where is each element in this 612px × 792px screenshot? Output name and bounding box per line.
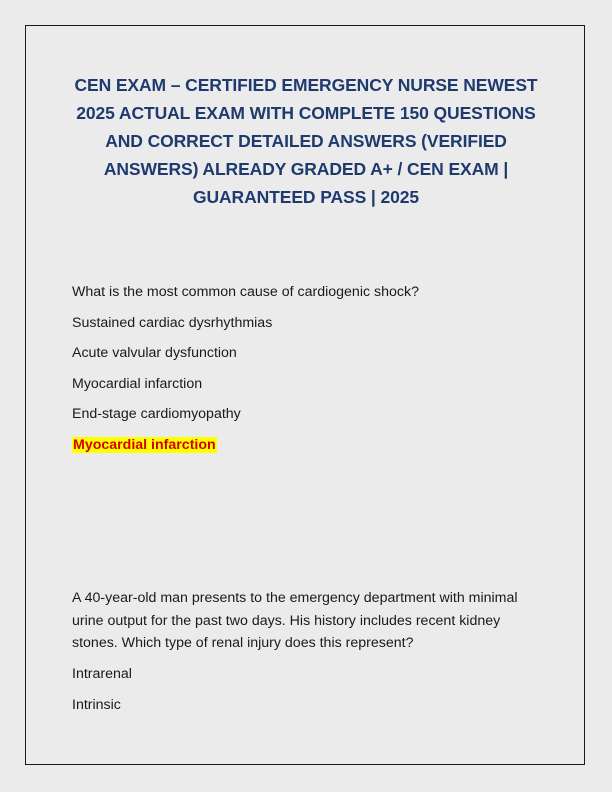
question-1-option-2: Acute valvular dysfunction [72, 345, 237, 361]
question-2-text-line-2: urine output for the past two days. His history includes recent kidney [72, 613, 501, 629]
question-1-option-3: Myocardial infarction [72, 376, 203, 392]
document-title [70, 71, 542, 211]
question-1-answer-row [72, 437, 217, 453]
question-1-text: What is the most common cause of cardiogenic shock? [72, 284, 419, 300]
question-2-text-line-1: A 40-year-old man presents to the emergency department with minimal [72, 590, 518, 606]
question-2-text-line-3: stones. Which type of renal injury does this represent? [72, 635, 414, 651]
question-1-option-1: Sustained cardiac dysrhythmias [72, 315, 273, 331]
question-1-answer: Myocardial infarction [73, 437, 216, 453]
title-line: GUARANTEED PASS | 2025 [192, 187, 420, 207]
title-line: CEN EXAM – CERTIFIED EMERGENCY NURSE NEWEST [74, 75, 538, 95]
question-1-option-4: End-stage cardiomyopathy [72, 406, 241, 422]
question-2-option-1: Intrarenal [72, 666, 132, 682]
title-line: 2025 ACTUAL EXAM WITH COMPLETE 150 QUESTIONS [76, 103, 536, 123]
question-2-option-2: Intrinsic [72, 697, 121, 713]
title-line: ANSWERS) ALREADY GRADED A+ / CEN EXAM | [103, 159, 509, 179]
title-line: AND CORRECT DETAILED ANSWERS (VERIFIED [105, 131, 507, 151]
